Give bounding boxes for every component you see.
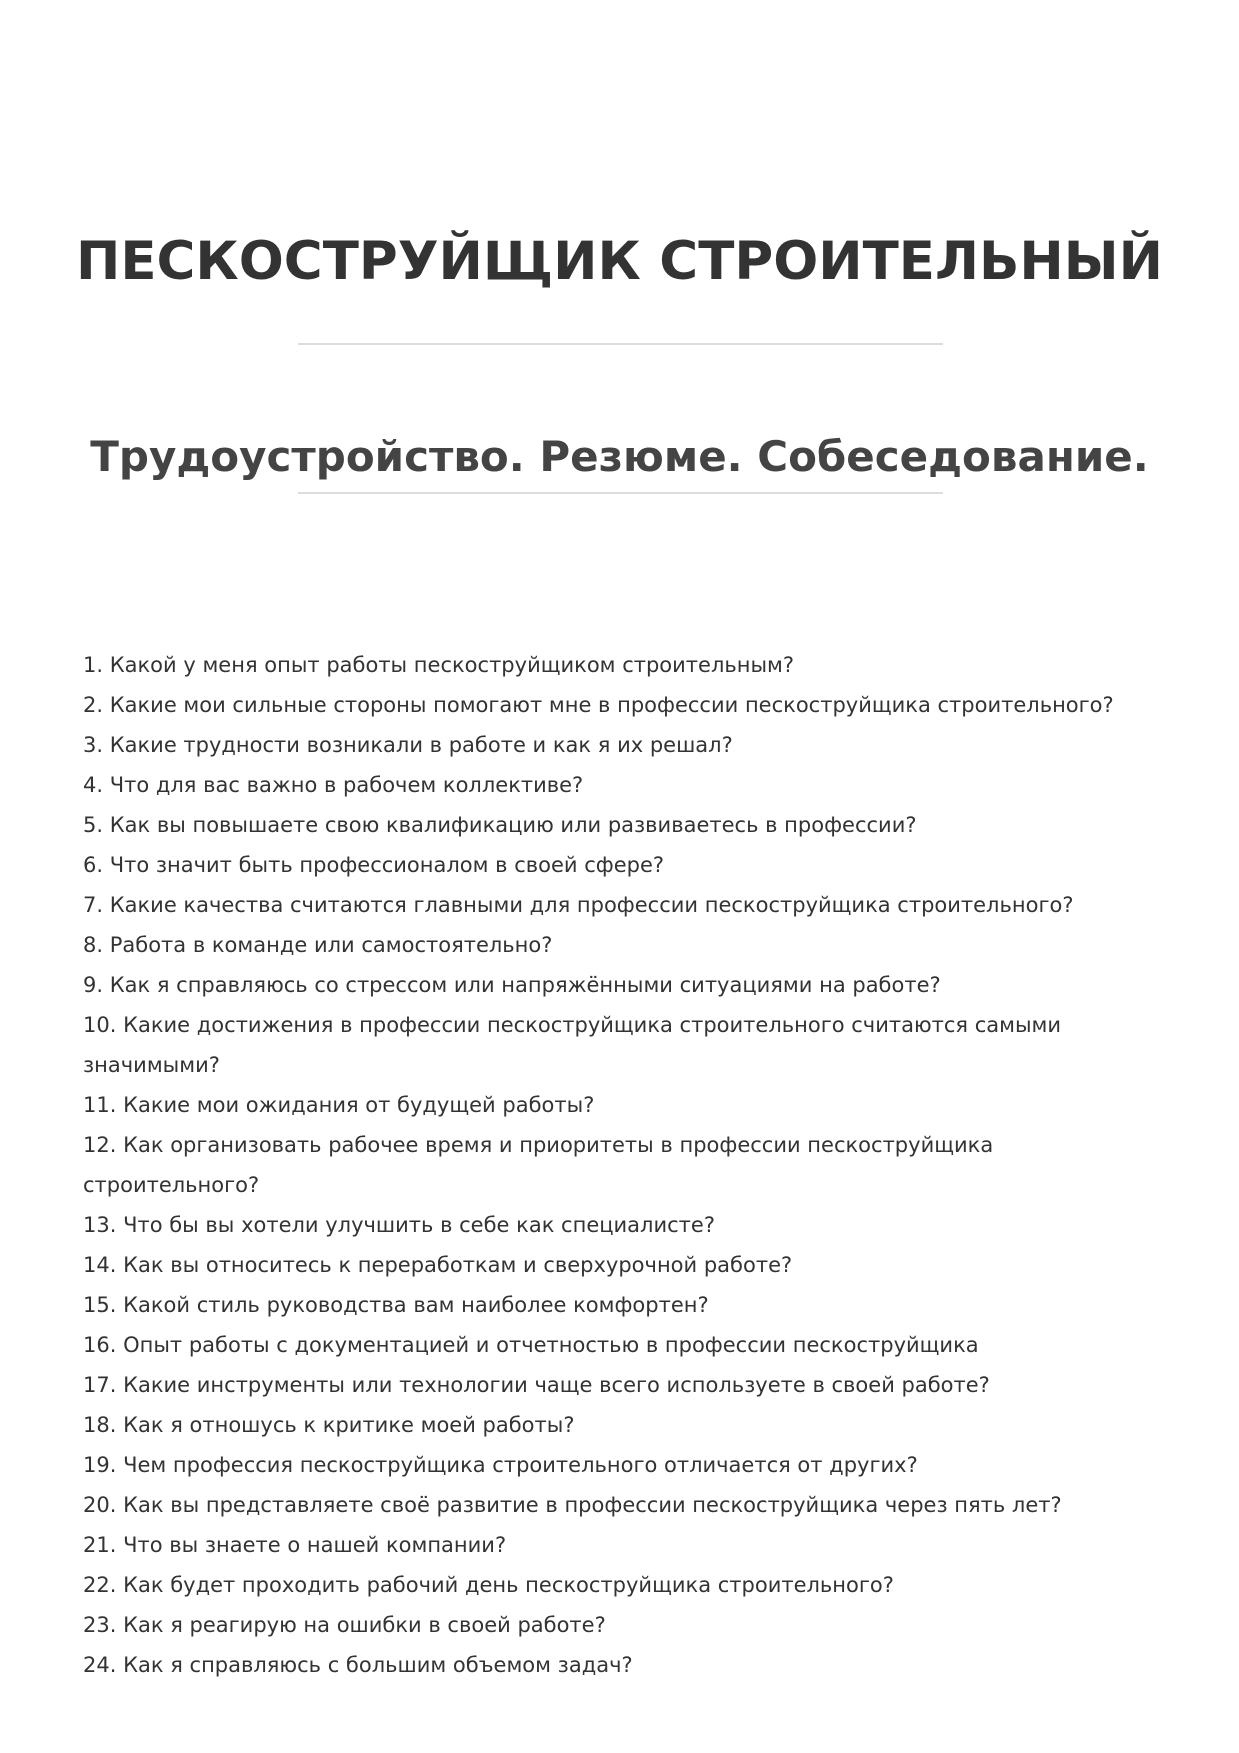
question-item: 11. Какие мои ожидания от будущей работы?	[83, 1093, 595, 1117]
question-item: 2. Какие мои сильные стороны помогают мне в профессии пескоструйщика строительного?	[83, 693, 1114, 717]
title-divider	[298, 343, 943, 345]
question-item: 15. Какой стиль руководства вам наиболее комфортен?	[83, 1293, 709, 1317]
page-title: ПЕСКОСТРУЙЩИК СТРОИТЕЛЬНЫЙ	[75, 230, 1164, 292]
question-list	[83, 645, 1163, 1685]
question-item: 19. Чем профессия пескоструйщика строительного отличается от других?	[83, 1453, 918, 1477]
question-item: 22. Как будет проходить рабочий день пескоструйщика строительного?	[83, 1573, 894, 1597]
question-item: 12. Как организовать рабочее время и приоритеты в профессии пескоструйщика строительного?	[83, 1133, 994, 1197]
question-item: 17. Какие инструменты или технологии чаще всего используете в своей работе?	[83, 1373, 990, 1397]
question-item: 14. Как вы относитесь к переработкам и сверхурочной работе?	[83, 1253, 793, 1277]
question-item: 24. Как я справляюсь с большим объемом задач?	[83, 1653, 633, 1677]
page-subtitle: Трудоустройство. Резюме. Собеседование.	[90, 431, 1149, 481]
question-item: 9. Как я справляюсь со стрессом или напряжёнными ситуациями на работе?	[83, 973, 941, 997]
question-item: 18. Как я отношусь к критике моей работы?	[83, 1413, 575, 1437]
question-item: 23. Как я реагирую на ошибки в своей работе?	[83, 1613, 606, 1637]
question-item: 6. Что значит быть профессионалом в своей сфере?	[83, 853, 665, 877]
question-item: 8. Работа в команде или самостоятельно?	[83, 933, 553, 957]
question-item: 16. Опыт работы с документацией и отчетностью в профессии пескоструйщика	[83, 1333, 979, 1357]
subtitle-divider	[298, 492, 943, 494]
question-item: 21. Что вы знаете о нашей компании?	[83, 1533, 507, 1557]
question-item: 3. Какие трудности возникали в работе и как я их решал?	[83, 733, 733, 757]
question-item: 13. Что бы вы хотели улучшить в себе как специалисте?	[83, 1213, 715, 1237]
question-item: 4. Что для вас важно в рабочем коллективе?	[83, 773, 584, 797]
question-item: 5. Как вы повышаете свою квалификацию или развиваетесь в профессии?	[83, 813, 917, 837]
question-item: 1. Какой у меня опыт работы пескоструйщиком строительным?	[83, 653, 795, 677]
question-item: 10. Какие достижения в профессии пескоструйщика строительного считаются самыми значимыми?	[83, 1013, 1062, 1077]
question-item: 20. Как вы представляете своё развитие в профессии пескоструйщика через пять лет?	[83, 1493, 1062, 1517]
question-item: 7. Какие качества считаются главными для профессии пескоструйщика строительного?	[83, 893, 1074, 917]
